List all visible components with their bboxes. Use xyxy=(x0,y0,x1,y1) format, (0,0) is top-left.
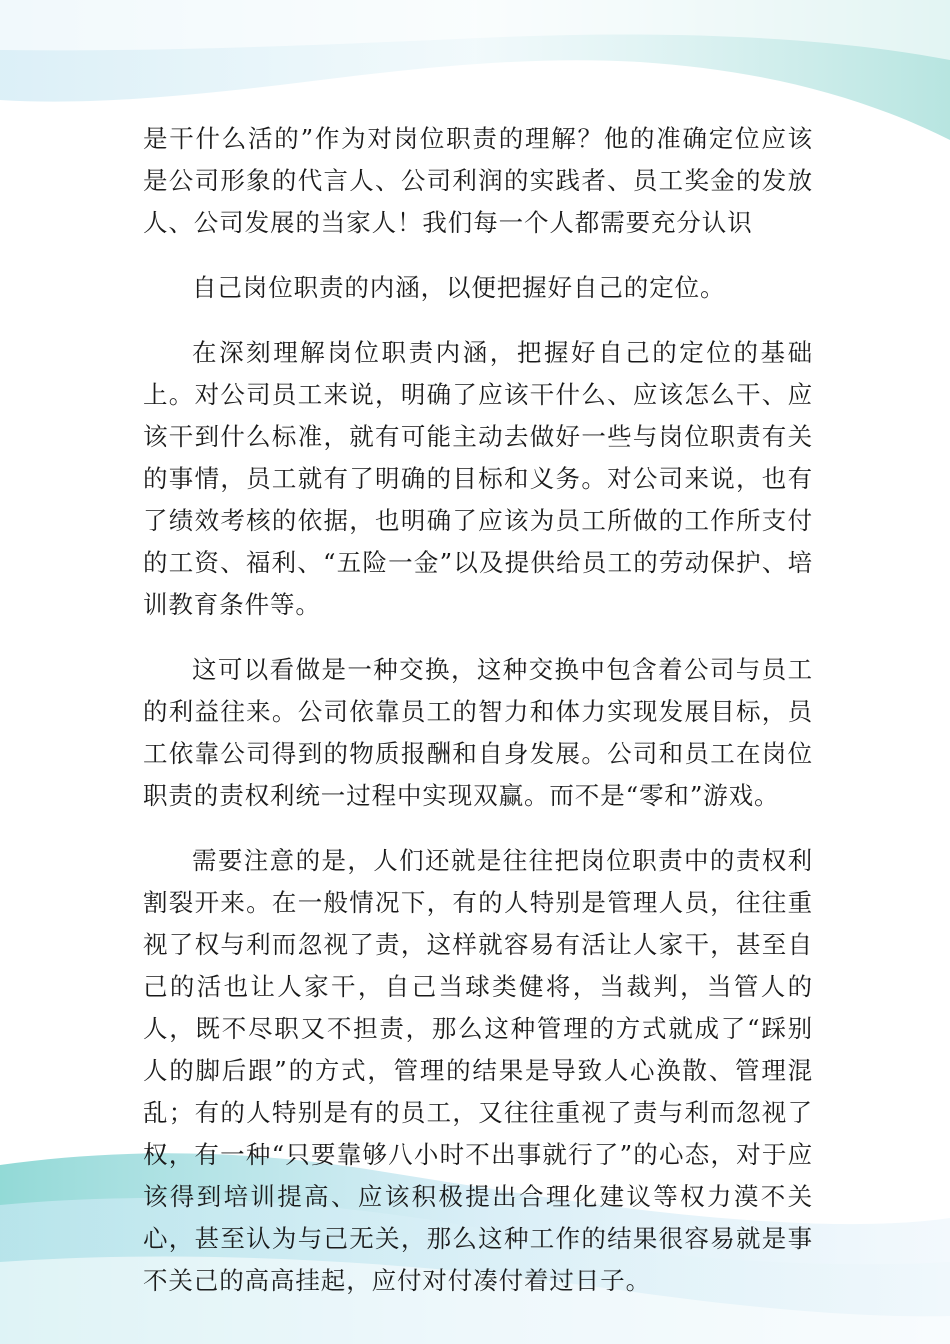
paragraph-continued-2: 自己岗位职责的内涵，以便把握好自己的定位。 xyxy=(192,273,726,302)
document-body xyxy=(143,118,813,1302)
paragraph-caution: 需要注意的是，人们还就是往往把岗位职责中的责权利割裂开来。在一般情况下，有的人特别是管理人员，往往重视了权与利而忽视了责，这样就容易有活让人家干，甚至自己的活也让人家干，自己当球类健将，当裁判，当管人的人，既不尽职又不担责，那么这种管理的方式就成了“踩别人的脚后跟”的方式，管理的结果是导致人心涣散、管理混乱；有的人特别是有的员工，又往往重视了责与利而忽视了权，有一种“只要靠够八小时不出事就行了”的心态，对于应该得到培训提高、应该积极提出合理化建议等权力漠不关心，甚至认为与己无关，那么这种工作的结果很容易就是事不关己的高高挂起，应付对付凑付着过日子。 xyxy=(143,846,813,1295)
paragraph-exchange: 这可以看做是一种交换，这种交换中包含着公司与员工的利益往来。公司依靠员工的智力和体力实现发展目标，员工依靠公司得到的物质报酬和自身发展。公司和员工在岗位职责的责权利统一过程中实现双赢。而不是“零和”游戏。 xyxy=(143,655,813,810)
paragraph-duties: 在深刻理解岗位职责内涵，把握好自己的定位的基础上。对公司员工来说，明确了应该干什么、应该怎么干、应该干到什么标准，就有可能主动去做好一些与岗位职责有关的事情，员工就有了明确的目标和义务。对公司来说，也有了绩效考核的依据，也明确了应该为员工所做的工作所支付的工资、福利、“五险一金”以及提供给员工的劳动保护、培训教育条件等。 xyxy=(143,338,813,619)
paragraph-continued: 是干什么活的”作为对岗位职责的理解？他的准确定位应该是公司形象的代言人、公司利润的实践者、员工奖金的发放人、公司发展的当家人！我们每一个人都需要充分认识 xyxy=(143,124,813,237)
